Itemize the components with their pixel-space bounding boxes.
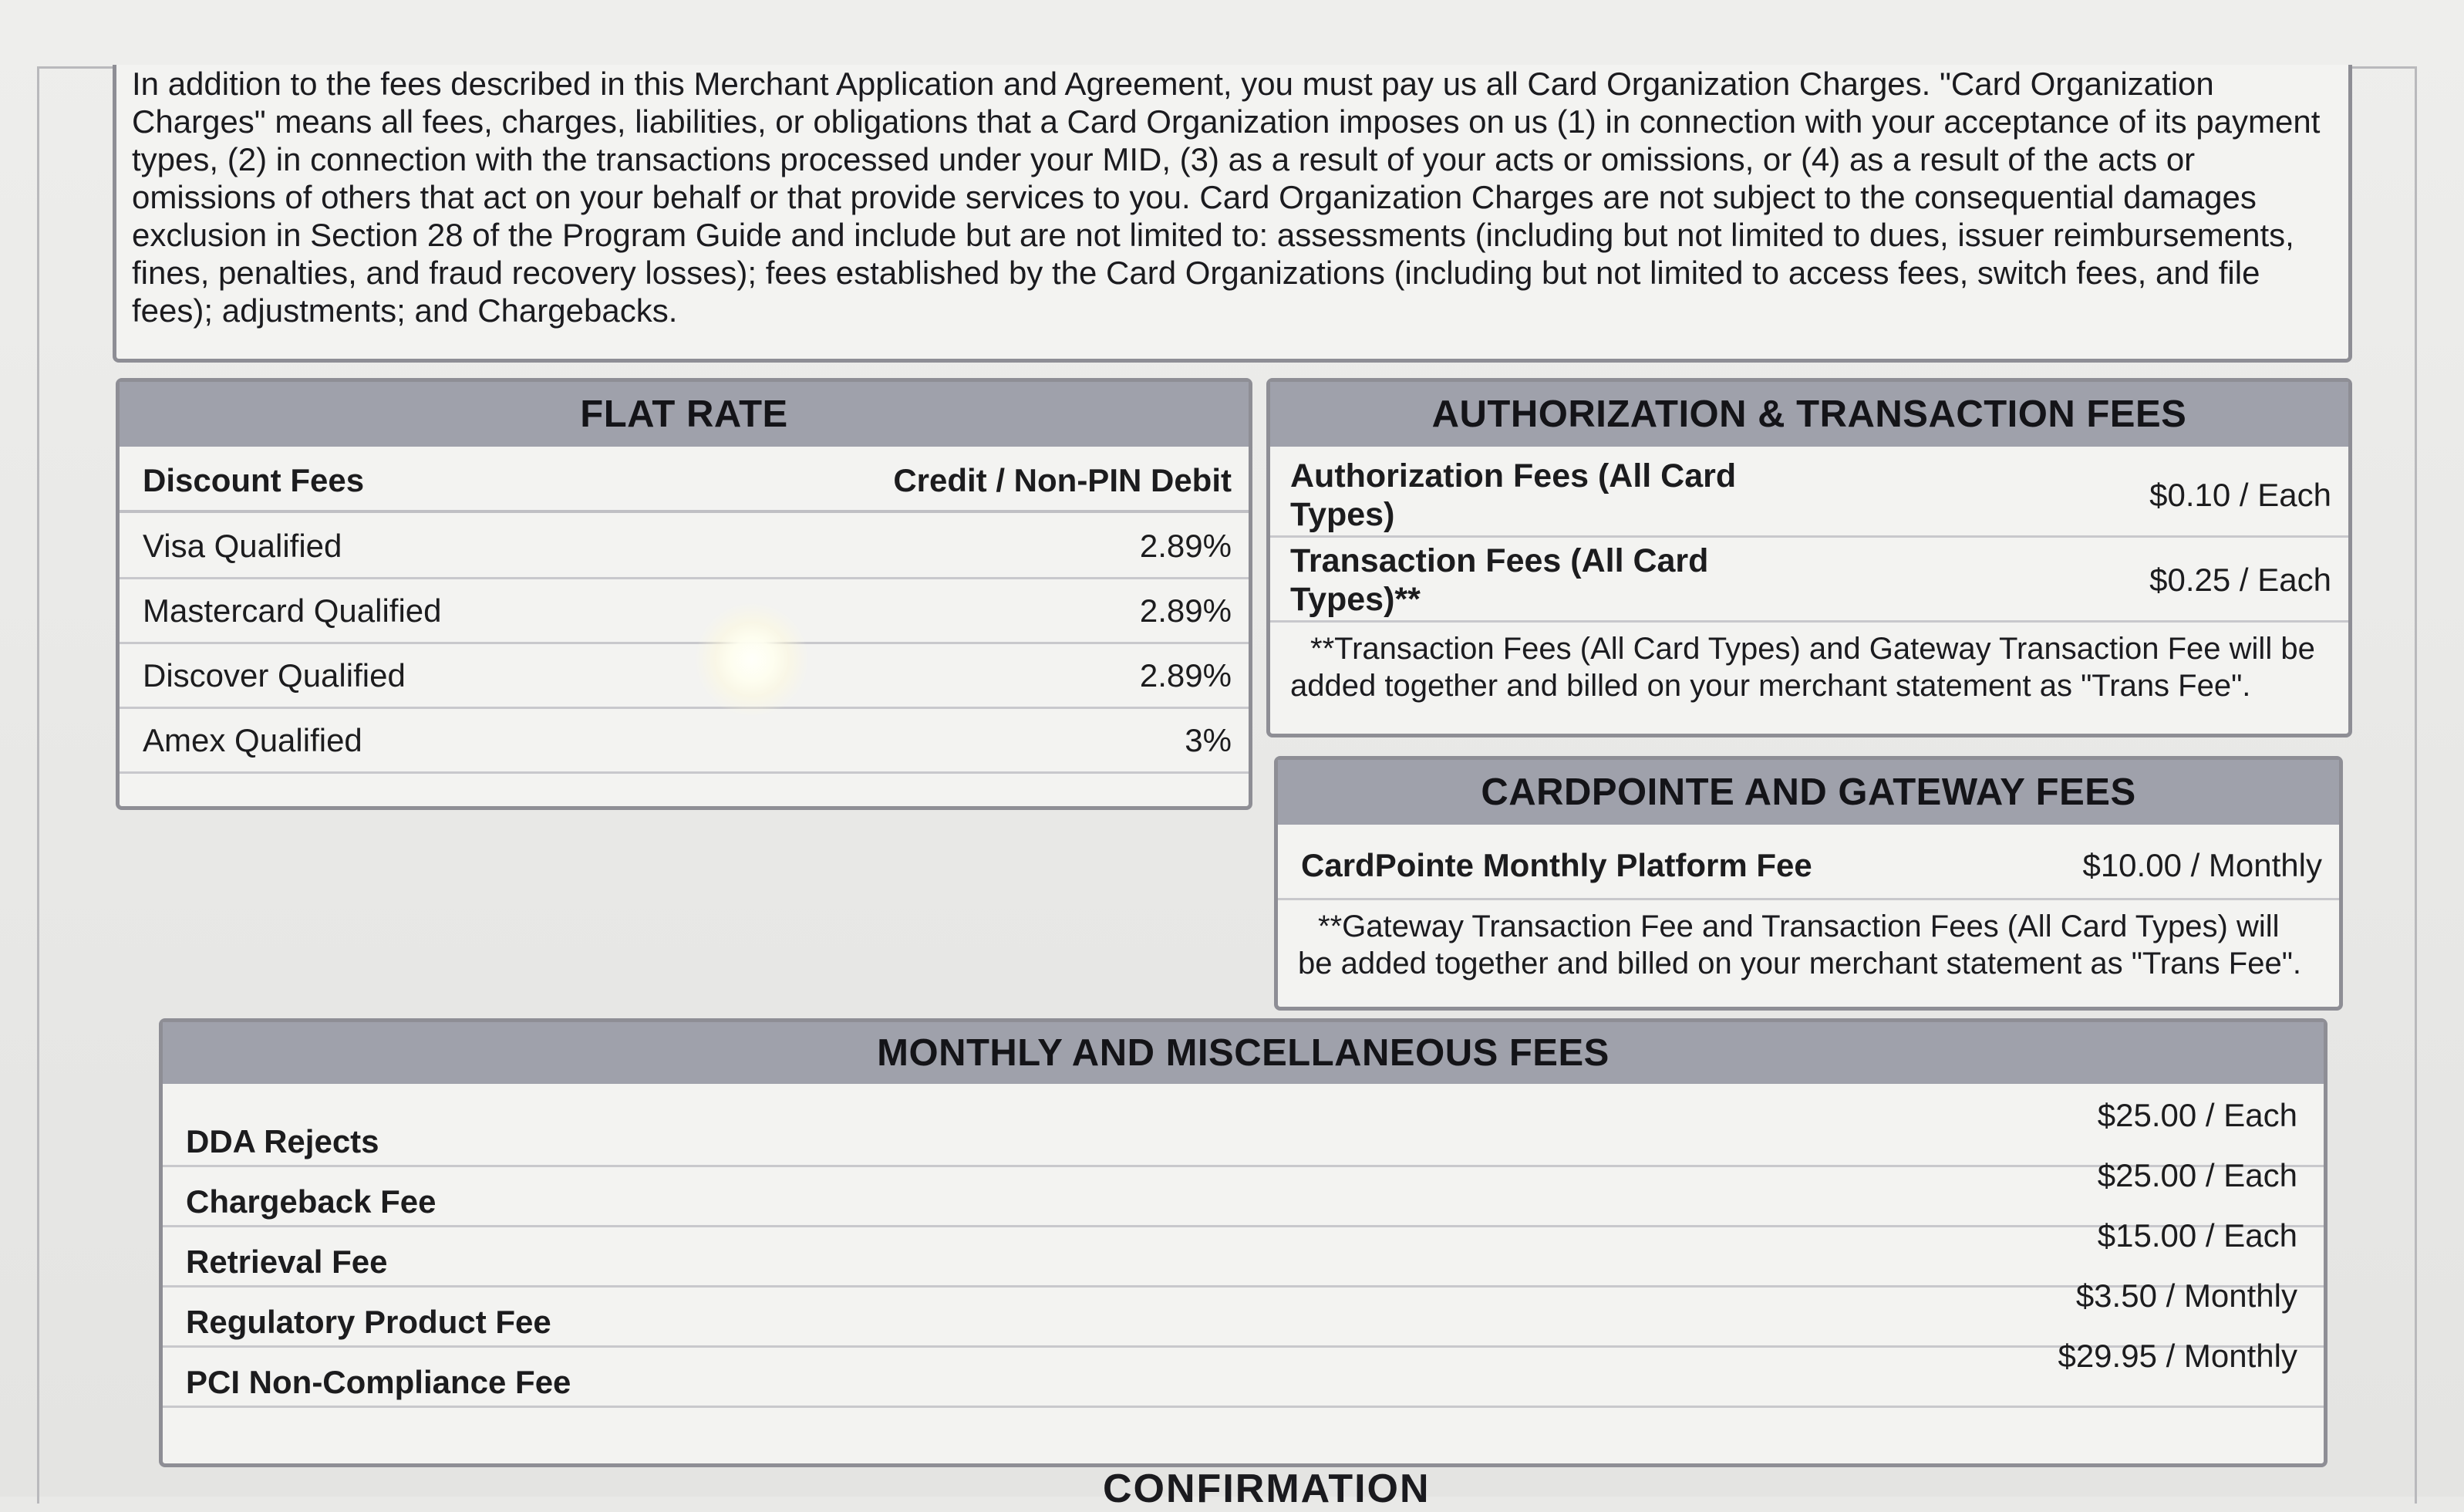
fee-value: $10.00 / Monthly <box>2082 846 2322 883</box>
cardpointe-gateway-fees-section <box>1274 756 2343 1011</box>
fee-label: Retrieval Fee <box>186 1244 388 1280</box>
discount-fees-header: Discount Fees <box>143 462 365 498</box>
fee-value: $15.00 / Each <box>2097 1217 2297 1254</box>
table-row <box>1278 832 2339 900</box>
table-row <box>163 1338 2324 1408</box>
fee-value: $0.10 / Each <box>2149 476 2331 513</box>
fee-label: Visa Qualified <box>143 527 342 564</box>
trans-fee-note: **Transaction Fees (All Card Types) and Gateway Transaction Fee will be added together and billed on your merchant statement as "Trans Fee". <box>1290 632 2315 703</box>
fee-label-line-2: Types)** <box>1290 580 1421 618</box>
fee-label: CardPointe Monthly Platform Fee <box>1301 846 1812 883</box>
fee-label: Discover Qualified <box>143 656 406 694</box>
fee-value: $25.00 / Each <box>2097 1097 2297 1133</box>
table-row <box>163 1093 2324 1167</box>
table-row <box>120 709 1249 774</box>
fee-label-line-2: Types) <box>1290 495 1395 533</box>
fee-value: $25.00 / Each <box>2097 1157 2297 1193</box>
fee-label: Amex Qualified <box>143 721 362 758</box>
flat-rate-section <box>116 378 1252 810</box>
fee-value: 2.89% <box>1139 592 1232 629</box>
table-row <box>1270 454 2348 538</box>
flat-rate-column-header <box>120 451 1249 513</box>
credit-debit-header: Credit / Non-PIN Debit <box>893 462 1232 498</box>
fee-value: $0.25 / Each <box>2149 561 2331 598</box>
monthly-fees-title: MONTHLY AND MISCELLANEOUS FEES <box>163 1022 2324 1084</box>
table-row <box>120 579 1249 644</box>
gateway-fee-note: **Gateway Transaction Fee and Transaction Fees (All Card Types) will be added together and billed on your merchant statement as "Trans Fee". <box>1298 910 2302 980</box>
table-row <box>163 1217 2324 1288</box>
authorization-transaction-fees-section <box>1266 378 2352 737</box>
fee-value: $3.50 / Monthly <box>2075 1277 2297 1314</box>
fee-label-line-1: Transaction Fees (All Card <box>1290 542 1709 579</box>
fee-label: DDA Rejects <box>186 1123 379 1159</box>
fee-value: 2.89% <box>1139 527 1232 564</box>
table-row <box>120 515 1249 579</box>
fee-label <box>1290 542 1708 619</box>
fee-label: Mastercard Qualified <box>143 592 442 629</box>
table-row <box>163 1157 2324 1227</box>
table-row <box>120 644 1249 709</box>
table-row <box>163 1277 2324 1348</box>
confirmation-heading: CONFIRMATION <box>1103 1466 1431 1511</box>
fee-value: 2.89% <box>1139 656 1232 694</box>
card-organization-charges-box <box>113 65 2352 363</box>
authorization-fees-title: AUTHORIZATION & TRANSACTION FEES <box>1270 382 2348 447</box>
card-organization-charges-text: In addition to the fees described in this Merchant Application and Agreement, you must pay us all Card Organization Charges. "Card Organization Charges" means all fees, charges, liabilities, or obligations that a Card Organization imposes on us (1) in connection with your acceptance of its payment types, (2) in connection with the transactions processed under your MID, (3) as a result of your acts or omissions, or (4) as a result of the acts or omissions of others that act on your behalf or that provide services to you. Card Organization Charges are not subject to the consequential damages exclusion in Section 28 of the Program Guide and include but are not limited to: assessments (including but not limited to dues, issuer reimbursements, fines, penalties, and fraud recovery losses); fees established by the Card Organizations (including but not limited to access fees, switch fees, and file fees); adjustments; and Chargebacks. <box>132 66 2321 329</box>
fee-label: Regulatory Product Fee <box>186 1304 551 1340</box>
fee-label <box>1290 457 1736 534</box>
monthly-miscellaneous-fees-section <box>159 1018 2327 1467</box>
fee-label: PCI Non-Compliance Fee <box>186 1364 571 1400</box>
fee-value: $29.95 / Monthly <box>2058 1338 2297 1374</box>
fee-label: Chargeback Fee <box>186 1183 437 1220</box>
flat-rate-title: FLAT RATE <box>120 382 1249 447</box>
fee-value: 3% <box>1185 721 1232 758</box>
table-row <box>1270 539 2348 623</box>
fee-label-line-1: Authorization Fees (All Card <box>1290 457 1737 494</box>
cardpointe-fees-title: CARDPOINTE AND GATEWAY FEES <box>1278 760 2339 825</box>
